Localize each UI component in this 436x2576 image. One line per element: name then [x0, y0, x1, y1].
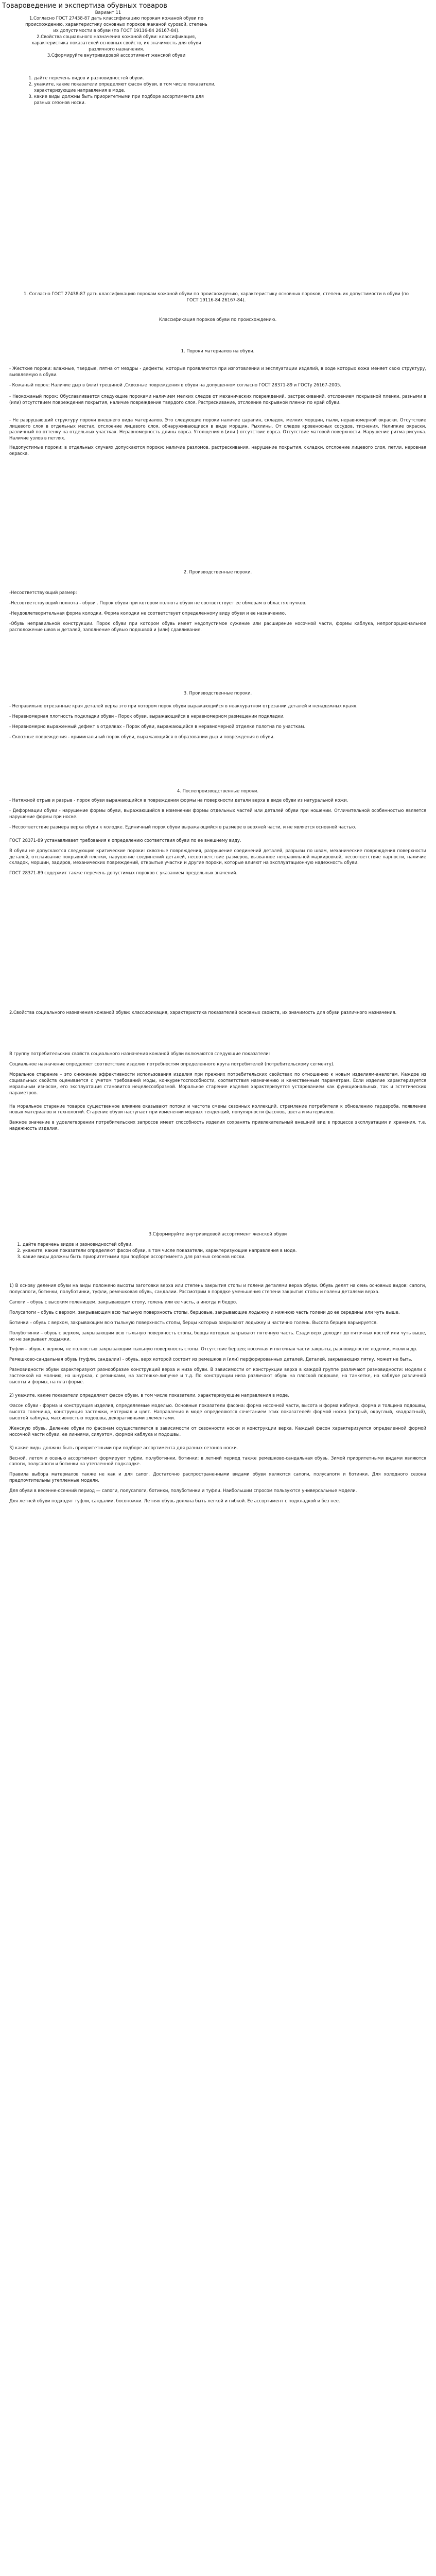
- paragraph: - Кожаный порок: Наличие дыр в (или) трещиной ,Сквозные повреждения в обуви на допущенном согласно ГОСТ 28371-89 и ГОСТу 26167-2005.: [9, 382, 341, 387]
- item-2: 2. Производственные пороки.: [183, 569, 252, 574]
- task-subitems: [24, 75, 219, 106]
- variant-label: Вариант 11: [95, 10, 121, 15]
- list-item: 2. укажите, какие показатели определяют фасон обуви, в том числе показатели, характеризующие направления в моде.: [34, 81, 219, 94]
- paragraph: ГОСТ 28371-89 устанавливает требования к определению соответствия обуви по ее внешнему виду.: [9, 837, 241, 843]
- paragraph: - Не разрушающий структуру пороки внешнего вида материалов. Это следующие пороки наличие царапин, складок, мелких морщин, пыли, неравномерной окраски. Отсутствие лицевого слоя в отдельных местах, отслоение лицевого слоя, обнаруживающиеся в виде морщин. Рыхлины. От следов кровеносных сосудов, тиснения, Нелипкие окраски, различный по оттенку на отдельных участках. Неравномерность длины ворса. Утолщения в (или ) отсутствие ворса. Отсутствие матовой поверхности. Нарушение ритма рисунка. Наличие узлов в петлях.: [9, 417, 426, 441]
- task-question-3: 3.Сформируйте внутривидовой ассортимент женской обуви: [47, 52, 186, 58]
- section1-intro: 1. Согласно ГОСТ 27438-87 дать классификацию порокам кожаной обуви по происхождению, характеристику основных пороков, степень их допустимости в обуви (по ГОСТ 19116-84 26167-84).: [24, 291, 409, 302]
- list-item: 3. какие виды должны быть приоритетными при подборе ассортимента для разных сезонов носки.: [34, 94, 219, 106]
- paragraph: Ботинки – обувь с верхом, закрывающим всю тыльную поверхность стопы, берцы которых закрывают лодыжку и частично голень. Высота берцев варьируется.: [9, 1319, 378, 1325]
- materials-block: [9, 366, 426, 457]
- paragraph: - Сквозные повреждения - криминальный порок обуви, выражающийся в образовании дыр и повреждения в обуви.: [9, 734, 275, 739]
- paragraph: Весной, летом и осенью ассортимент формируют туфли, полуботинки, ботинки; в летний период также ремешково-сандальная обувь. Зимой приоритетными видами являются сапоги, полусапоги и ботинки на утепленной подкладке.: [9, 1455, 426, 1467]
- paragraph: Моральное старение – это снижение эффективности использования изделия при прежних потребительских свойствах по отношению к новым изделиям-аналогам. Каждое из социальных свойств оценивается с учетом требований моды, конкурентоспособности, соответствия назначению и качественным параметрам. Если изделие характеризуется моральным износом, его эксплуатация становится нецелесообразной. Моральное старение изделия характеризуется устареванием как функциональных, так и эстетических параметров.: [9, 1071, 426, 1095]
- paragraph: В обуви не допускаются следующие критические пороки: сквозные повреждения, разрушение соединений деталей, разрывы по швам, механические повреждения поверхности деталей, отслаивание покрывной пленки, нарушение соединений деталей, несоответствие размеров, вызванное неправильной маркировкой, несоответствие парности, наличие складок, морщин, задиров, механических повреждений, открытые участки и другие пороки, которые влияют на эксплуатационную надежность обуви.: [9, 848, 426, 866]
- paragraph: - Несоответствие размера верха обуви к колодке. Единичный порок обуви выражающийся в размере в верхней части, и не является основной частью.: [9, 824, 356, 829]
- task-question-1: 1.Согласно ГОСТ 27438-87 дать классификацию порокам кожаной обуви по происхождению, характеристику основных пороков жаканой суровой, степень их допустимости в обуви (по ГОСТ 19116-84 26167-84).: [25, 15, 207, 33]
- paragraph: - Деформации обуви - нарушение формы обуви, выражающийся в изменении формы отдельных частей или деталей обуви при ношении. Отличительной особенностью является нарушение формы при носке.: [9, 807, 426, 819]
- paragraph: - Неокожаный порок: Обуславливается следующие пороками наличием мелких следов от механических повреждений, растрескиваний, отслоением покрывной пленки, разными в (или) отсутствием повреждения покрытия, наличие повреждение твердого слоя. Растрескивание, отслоение покрывной пленки по край обуви.: [9, 393, 426, 405]
- paragraph: Недопустимые пороки: в отдельных случаях допускаются пороки: наличие разломов, растрескивания, нарушение покрытия, складки, отслоение лицевого слоя, петли, неровная окраска.: [9, 445, 426, 456]
- paragraph: Социальное назначение определяет соответствие изделия потребностям определенного круга потребителей (потребительскому сегменту).: [9, 1061, 335, 1066]
- paragraph: Фасон обуви - форма и конструкция изделия, определяемые моделью. Основные показатели фасона: форма носочной части, высота и форма каблука, форма и толщина подошвы, высота голенища, конструкция застежки, материал и цвет. Направления в моде определяются сочетанием этих показателей: формой носка (острый, округлый, квадратный), высотой каблука, массивностью подошвы, декоративными элементами.: [9, 1402, 426, 1420]
- section3-items: [9, 1242, 426, 1260]
- paragraph: 2) укажите, какие показатели определяют фасон обуви, в том числе показатели, характеризующие направления в моде.: [9, 1393, 289, 1398]
- paragraph: -Несоответствующий полнота - обуви . Порок обуви при котором полнота обуви не соответствует ее обмерам в областях пучков.: [9, 600, 307, 605]
- document-title: Товароведение и экспертиза обувных товаров: [2, 2, 167, 10]
- paragraph: - Натяжной отрыв и разрыв - порок обуви выражающийся в повреждении формы на поверхности детали верха в виде обуви из натуральной кожи.: [9, 798, 348, 803]
- list-item: 1. дайте перечень видов и разновидностей обуви.: [23, 1242, 426, 1248]
- paragraph: На моральное старение товаров существенное влияние оказывают потоки и частота смены сезонных коллекций, стремление потребителя к обновлению гардероба, появление новых материалов и технологий. Старение обуви наступает при изменении модных тенденций, популярности фасонов, цвета и материалов.: [9, 1103, 426, 1115]
- paragraph: Туфли – обувь с верхом, не полностью закрывающим тыльную поверхность стопы. Отсутствие берцев; носочная и пяточная части закрыты, разновидности: лодочки, мюли и др.: [9, 1346, 417, 1352]
- paragraph: Ремешково-сандальная обувь (туфли, сандалии) - обувь, верх которой состоит из ремешков и (или) перфорированных деталей. Деталей, закрывающих пятку, может не быть.: [9, 1357, 412, 1362]
- item-1: 1. Пороки материалов на обуви.: [181, 348, 255, 353]
- task-block: [24, 15, 209, 58]
- paragraph: 3) какие виды должны быть приоритетными при подборе ассортимента для разных сезонов носки.: [9, 1445, 238, 1450]
- list-item: 2. укажите, какие показатели определяют фасон обуви, в том числе показатели, характеризующие направления в моде.: [23, 1248, 426, 1254]
- item-4: 4. Послепроизводственные пороки.: [177, 788, 258, 793]
- section1-classification: Классификация пороков обуви по происхождению.: [159, 317, 277, 322]
- paragraph: Сапоги – обувь с высоким голенищем, закрывающим стопу, голень или ее часть, а иногда и бедро.: [9, 1299, 237, 1304]
- paragraph: В группу потребительских свойств социального назначения кожаной обуви включаются следующие показатели:: [9, 1051, 270, 1056]
- social-block: [9, 1051, 426, 1132]
- paragraph: Для летней обуви подходят туфли, сандалии, босоножки. Летняя обувь должна быть легкой и гибкой. Ее ассортимент с подкладкой и без нее.: [9, 1498, 340, 1504]
- paragraph: Правила выбора материалов также не как и для сапог. Достаточно распространенными видами обуви являются сапоги, полусапоги и ботинки. Для холодного сезона предпочтительны утепленные модели.: [9, 1471, 426, 1483]
- paragraph: - Неравномерная плотность подкладки обуви - Порок обуви, выражающийся в неравномерном размещении подкладки.: [9, 713, 285, 719]
- section3-body: [9, 1283, 426, 1504]
- list-item: 1. дайте перечень видов и разновидностей обуви.: [34, 75, 219, 81]
- paragraph: -Обувь неправильной конструкции. Порок обуви при котором обувь имеет недопустимое сужение или расширение носочной части, формы каблука, непропорциональное расположение швов и деталей, заполнение обувью подошвой и (или) сдавливание.: [9, 620, 426, 632]
- paragraph: Для обуви в весенне-осенний период — сапоги, полусапоги, ботинки, полуботинки и туфли. Наибольшим спросом пользуются универсальные модели.: [9, 1488, 357, 1494]
- paragraph: - Жесткие пороки: влажные, твердые, пятна от мездры - дефекты, которые проявляются при изготовлении и эксплуатации изделий, в ходе которых кожа меняет свою структуру, выявляемую в обуви.: [9, 366, 426, 377]
- paragraph: -Неудовлетворительная форма колодки. Форма колодки не соответствует определенному виду обуви и ее назначению.: [9, 610, 286, 616]
- paragraph: 1) В основу деления обуви на виды положено высоты заготовки верха или степень закрытия стопы и голени деталями верха обуви. Обувь делят на семь основных видов: сапоги, полусапоги, ботинки, полуботинки, туфли, ремешковая обувь, сандалии. Рассмотрим в порядке уменьшения степени закрытия стопы и голени деталями верха.: [9, 1283, 426, 1294]
- paragraph: Женскую обувь, Деление обуви по фасонам осуществляется в зависимости от сезонности носки и конструкции верха. Каждый фасон характеризуется определенной формой носочной части обуви, ее линиями, силуэтом, формой каблука и подошвы.: [9, 1425, 426, 1437]
- paragraph: - Неправильно отрезанные края деталей верха это при котором порок обуви выражающийся в неаккуратном отрезании деталей и ненадежных краях.: [9, 703, 358, 708]
- production-block-2: [9, 703, 426, 740]
- item-3: 3. Производственные пороки.: [183, 690, 252, 696]
- paragraph: - Неравномерно выраженный дефект в отделках - Порок обуви, выражающийся в неравномерной отделке полотна по участкам.: [9, 723, 306, 729]
- production-block: [9, 590, 426, 633]
- section3-heading: 3.Сформируйте внутривидовой ассортимент женской обуви: [148, 1231, 287, 1236]
- paragraph: Разновидности обуви характеризуют разнообразие конструкций верха и низа обуви. В зависимости от конструкции верха в каждой группе различают разновидности: модели с застежкой на молнию, на шнурках, с резинками, на застежке-липучке и т.д. По конструкции низа различают обувь на плоской подошве, на танкетке, на каблуке различной высоты и формы, на платформе.: [9, 1367, 426, 1385]
- section2-heading: 2.Свойства социального назначения кожаной обуви: классификация, характеристика показателей основных свойств, их значимость для обуви различного назначения.: [9, 1010, 397, 1015]
- task-question-2: 2.Свойства социального назначения кожаной обуви: классификация, характеристика показателей основных свойств, их значимость для обуви различного назначения.: [31, 33, 201, 52]
- paragraph: ГОСТ 28371-89 содержит также перечень допустимых пороков с указанием предельных значений.: [9, 870, 238, 876]
- paragraph: Важное значение в удовлетворении потребительских запросов имеет способность изделия сохранять привлекательный внешний вид в процессе эксплуатации и хранения, т.е. надежность изделия.: [9, 1120, 426, 1131]
- paragraph: Полуботинки – обувь с верхом, закрывающим всю тыльную поверхность стопы, берцы которых закрывают пяточную часть. Сзади верх доходит до пяточных костей или чуть выше, но не закрывает лодыжки.: [9, 1330, 426, 1342]
- paragraph: -Несоответствующий размер:: [9, 590, 77, 595]
- paragraph: Полусапоги – обувь с верхом, закрывающим всю тыльную поверхность стопы, берцовые, закрывающие лодыжку и нижнюю часть голени до ее середины или чуть выше.: [9, 1309, 400, 1315]
- list-item: 3. какие виды должны быть приоритетными при подборе ассортимента для разных сезонов носки.: [23, 1254, 426, 1260]
- post-production-block: [9, 798, 426, 876]
